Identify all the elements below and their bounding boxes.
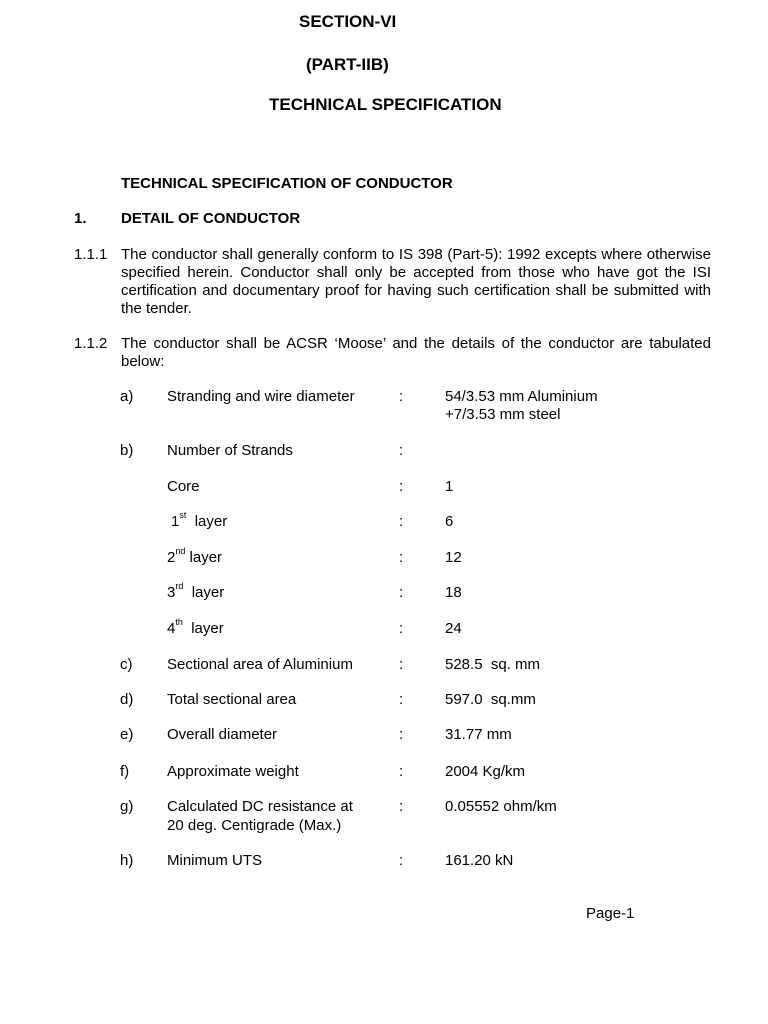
item-key: f) xyxy=(120,763,130,780)
item-separator: : xyxy=(399,726,404,743)
item-separator: : xyxy=(399,513,404,530)
clause-title: DETAIL OF CONDUCTOR xyxy=(121,210,301,227)
item-value: 161.20 kN xyxy=(445,852,514,869)
item-value: 0.05552 ohm/km xyxy=(445,798,557,815)
item-separator: : xyxy=(399,549,404,566)
item-separator: : xyxy=(399,691,404,708)
layer-label xyxy=(167,546,223,566)
item-value: 6 xyxy=(445,513,454,530)
item-value: +7/3.53 mm steel xyxy=(445,406,561,423)
subheading: TECHNICAL SPECIFICATION OF CONDUCTOR xyxy=(121,175,453,192)
para-111-text: The conductor shall generally conform to IS 398 (Part-5): 1992 excepts where otherwise specified herein. Conductor shall only be accepted from those who have got the ISI certification and documentary proof for having such certification shall be submitted with the tender. xyxy=(121,246,711,317)
ordinal-suffix: nd xyxy=(175,546,186,556)
layer-word: layer xyxy=(191,584,225,601)
item-separator: : xyxy=(399,798,404,815)
page-title: TECHNICAL SPECIFICATION xyxy=(269,95,502,114)
item-value: 12 xyxy=(445,549,462,566)
ordinal-suffix: th xyxy=(175,617,183,627)
layer-number: 1 xyxy=(171,513,180,530)
part-heading: (PART-IIB) xyxy=(306,55,389,74)
item-label: Total sectional area xyxy=(167,691,297,708)
item-label: Calculated DC resistance at xyxy=(167,798,353,815)
item-value: 31.77 mm xyxy=(445,726,512,743)
clause-number: 1. xyxy=(74,210,87,227)
item-key: c) xyxy=(120,656,133,673)
item-separator: : xyxy=(399,442,404,459)
item-value: 54/3.53 mm Aluminium xyxy=(445,388,598,405)
item-key: e) xyxy=(120,726,134,743)
layer-word: layer xyxy=(191,620,224,637)
item-value: 24 xyxy=(445,620,462,637)
item-value: 2004 Kg/km xyxy=(445,763,526,780)
item-key: d) xyxy=(120,691,134,708)
para-112-text: The conductor shall be ACSR ‘Moose’ and the details of the conductor are tabulated below: xyxy=(121,335,711,370)
item-separator: : xyxy=(399,852,404,869)
item-value: 597.0 sq.mm xyxy=(445,691,536,708)
item-label: Sectional area of Aluminium xyxy=(167,656,353,673)
item-separator: : xyxy=(399,620,404,637)
item-separator: : xyxy=(399,584,404,601)
layer-word: layer xyxy=(194,513,228,530)
item-separator: : xyxy=(399,763,404,780)
layer-label xyxy=(167,581,225,601)
layer-label xyxy=(171,510,228,530)
item-separator: : xyxy=(399,656,404,673)
item-key: g) xyxy=(120,798,134,815)
layer-word: layer xyxy=(189,549,223,566)
layer-number: 4 xyxy=(167,620,176,637)
item-key: b) xyxy=(120,442,134,459)
item-separator: : xyxy=(399,478,404,495)
item-label: Number of Strands xyxy=(167,442,293,459)
item-label: Overall diameter xyxy=(167,726,278,743)
item-label: Approximate weight xyxy=(167,763,299,780)
item-value: 18 xyxy=(445,584,462,601)
item-value: 1 xyxy=(445,478,454,495)
item-value: 528.5 sq. mm xyxy=(445,656,541,673)
layer-number: 3 xyxy=(167,584,176,601)
item-key: a) xyxy=(120,388,134,405)
para-111-number: 1.1.1 xyxy=(74,246,108,263)
item-label: Stranding and wire diameter xyxy=(167,388,355,405)
item-label: 20 deg. Centigrade (Max.) xyxy=(167,817,342,834)
item-label: Core xyxy=(167,478,200,495)
item-label: Minimum UTS xyxy=(167,852,263,869)
layer-label xyxy=(167,617,224,637)
para-112-number: 1.1.2 xyxy=(74,335,108,352)
item-key: h) xyxy=(120,852,134,869)
section-heading: SECTION-VI xyxy=(299,12,397,31)
item-separator: : xyxy=(399,388,404,405)
page-number: Page-1 xyxy=(586,905,635,922)
ordinal-suffix: rd xyxy=(175,581,184,591)
ordinal-suffix: st xyxy=(179,510,187,520)
layer-number: 2 xyxy=(167,549,176,566)
